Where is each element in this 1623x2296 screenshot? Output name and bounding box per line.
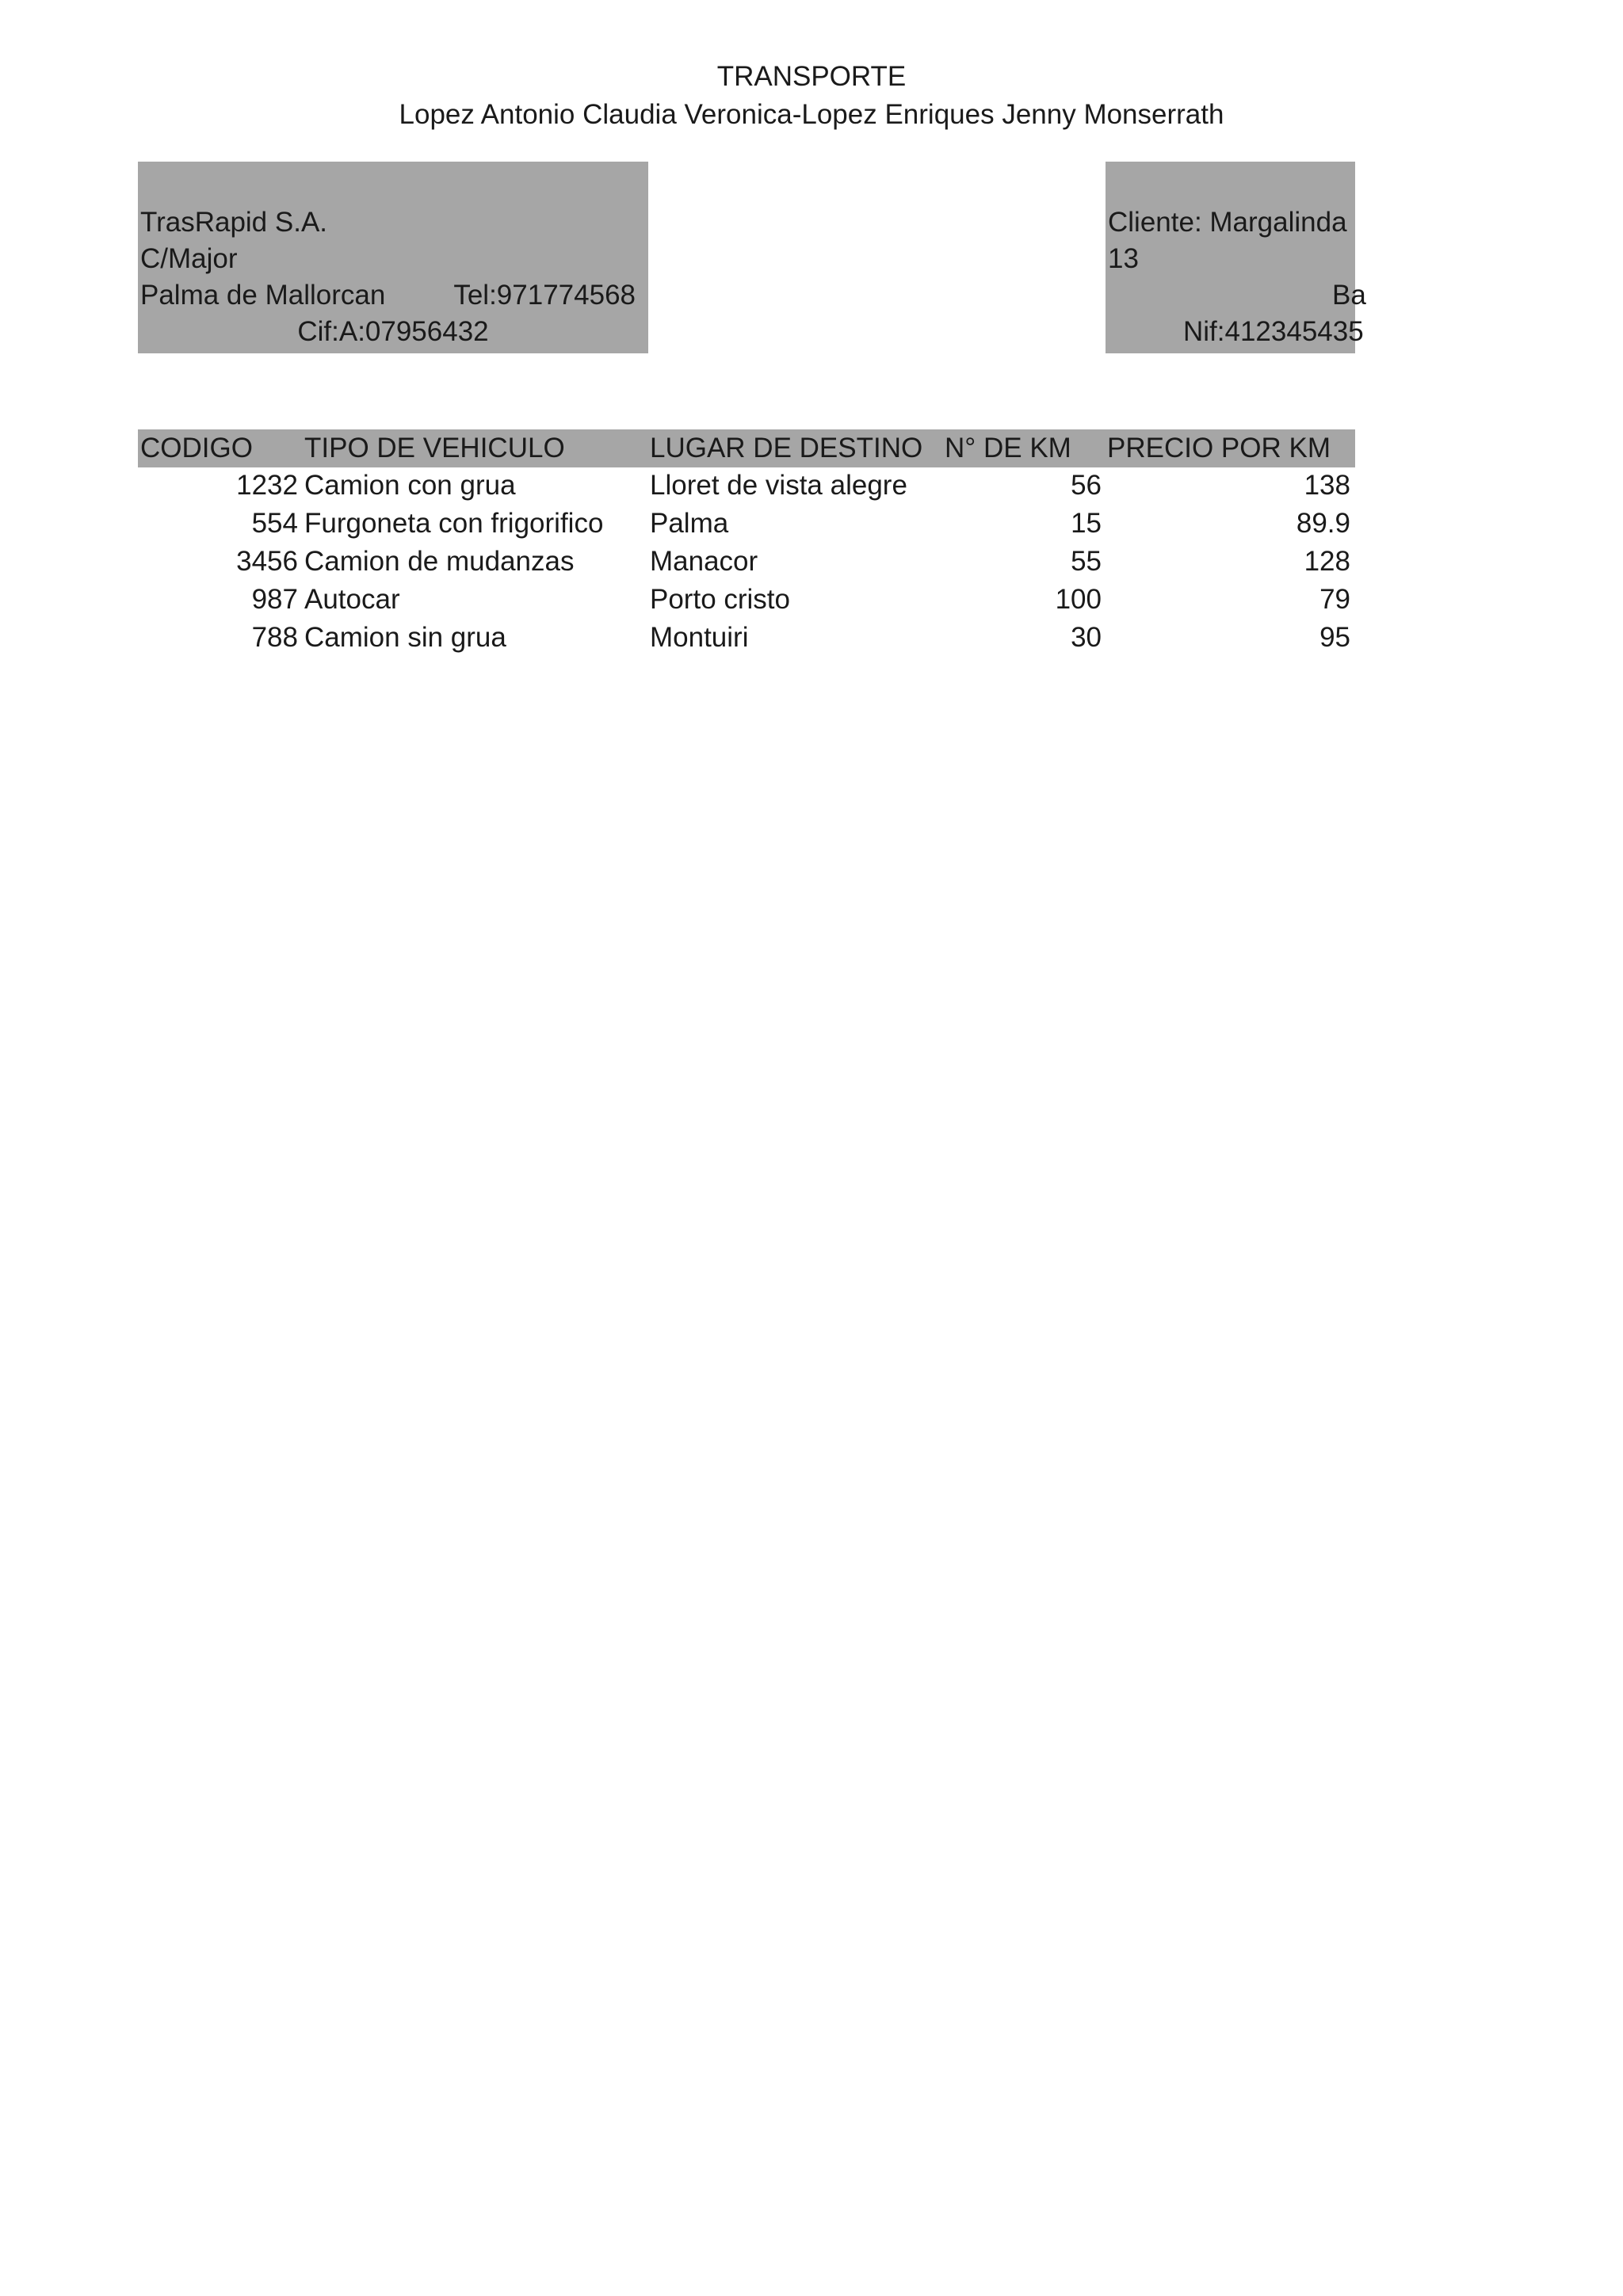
cell-precio: 128 [1304, 546, 1350, 577]
cell-km: 30 [1071, 622, 1102, 653]
cell-lugar: Lloret de vista alegre [650, 470, 907, 501]
client-clip [1106, 162, 1366, 353]
cell-precio: 89.9 [1296, 508, 1350, 539]
cell-lugar: Porto cristo [650, 584, 790, 615]
cell-km: 56 [1071, 470, 1102, 501]
client-city-fragment: Ba [1332, 280, 1366, 311]
cell-tipo: Camion sin grua [304, 622, 506, 653]
cell-precio: 138 [1304, 470, 1350, 501]
client-name: Cliente: Margalinda [1108, 207, 1347, 238]
company-street: C/Major [140, 243, 238, 274]
cell-lugar: Palma [650, 508, 729, 539]
cell-km: 15 [1071, 508, 1102, 539]
cell-precio: 79 [1319, 584, 1350, 615]
cell-codigo: 554 [251, 508, 298, 539]
col-header-codigo: CODIGO [140, 433, 253, 463]
document-authors: Lopez Antonio Claudia Veronica-Lopez Enriques Jenny Monserrath [399, 99, 1224, 130]
col-header-km: N° DE KM [945, 433, 1071, 463]
col-header-precio: PRECIO POR KM [1107, 433, 1331, 463]
company-cif: Cif:A:07956432 [297, 316, 489, 347]
company-city: Palma de Mallorcan [140, 280, 386, 311]
cell-tipo: Autocar [304, 584, 400, 615]
company-phone: Tel:971774568 [453, 280, 636, 311]
cell-tipo: Furgoneta con frigorifico [304, 508, 604, 539]
col-header-lugar: LUGAR DE DESTINO [650, 433, 923, 463]
client-nif: Nif:412345435 [1183, 316, 1364, 347]
cell-lugar: Manacor [650, 546, 758, 577]
cell-tipo: Camion de mudanzas [304, 546, 575, 577]
client-number: 13 [1108, 243, 1139, 274]
cell-codigo: 1232 [236, 470, 298, 501]
cell-km: 100 [1055, 584, 1102, 615]
cell-codigo: 3456 [236, 546, 298, 577]
cell-tipo: Camion con grua [304, 470, 516, 501]
cell-codigo: 987 [251, 584, 298, 615]
cell-km: 55 [1071, 546, 1102, 577]
cell-codigo: 788 [251, 622, 298, 653]
company-name: TrasRapid S.A. [140, 207, 328, 238]
cell-precio: 95 [1319, 622, 1350, 653]
document-title: TRANSPORTE [716, 61, 907, 92]
cell-lugar: Montuiri [650, 622, 749, 653]
col-header-tipo: TIPO DE VEHICULO [304, 433, 565, 463]
